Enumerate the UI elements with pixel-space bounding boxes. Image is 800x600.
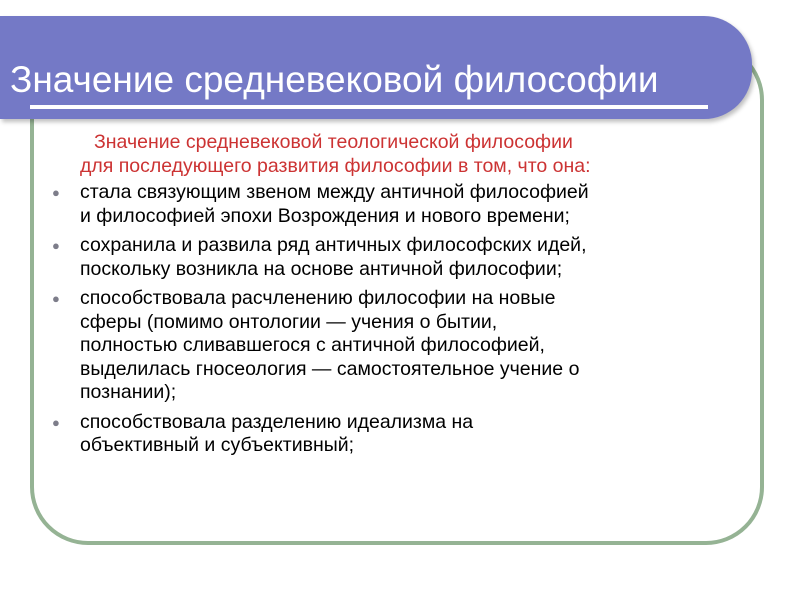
bullet-line: объективный и субъективный; xyxy=(80,434,355,456)
bullet-line: сферы (помимо онтологии — учения о бытии, xyxy=(80,310,498,333)
bullet-line: способствовала разделению идеализма на xyxy=(80,410,474,433)
bullet-line: выделилась гносеология — самостоятельное учение о xyxy=(80,357,580,380)
bullet-icon: ● xyxy=(52,185,60,200)
intro-paragraph xyxy=(80,130,760,178)
bullet-item xyxy=(50,411,750,458)
bullet-item xyxy=(50,181,750,228)
slide-title: Значение средневековой философии xyxy=(10,59,659,100)
bullet-item xyxy=(50,287,750,405)
bullet-line: способствовала расчленению философии на новые xyxy=(80,287,556,309)
bullet-line: полностью сливавшегося с античной философией, xyxy=(80,334,545,356)
bullet-line: сохранила и развила ряд античных философских идей, xyxy=(80,234,587,256)
title-bar xyxy=(0,16,752,119)
bullet-list xyxy=(50,181,750,464)
bullet-icon: ● xyxy=(52,414,60,430)
bullet-line: и философией эпохи Возрождения и нового времени; xyxy=(80,204,570,227)
bullet-line: стала связующим звеном между античной философией xyxy=(80,181,589,203)
bullet-line: поскольку возникла на основе античной философии; xyxy=(80,257,563,280)
bullet-line: познании); xyxy=(80,381,177,403)
intro-line: Значение средневековой теологической философии xyxy=(94,131,573,153)
bullet-icon: ● xyxy=(52,291,60,306)
bullet-icon: ● xyxy=(52,238,60,253)
bullet-item xyxy=(50,234,750,281)
title-underline xyxy=(30,105,708,109)
intro-line: для последующего развития философии в том, что она: xyxy=(80,155,591,177)
